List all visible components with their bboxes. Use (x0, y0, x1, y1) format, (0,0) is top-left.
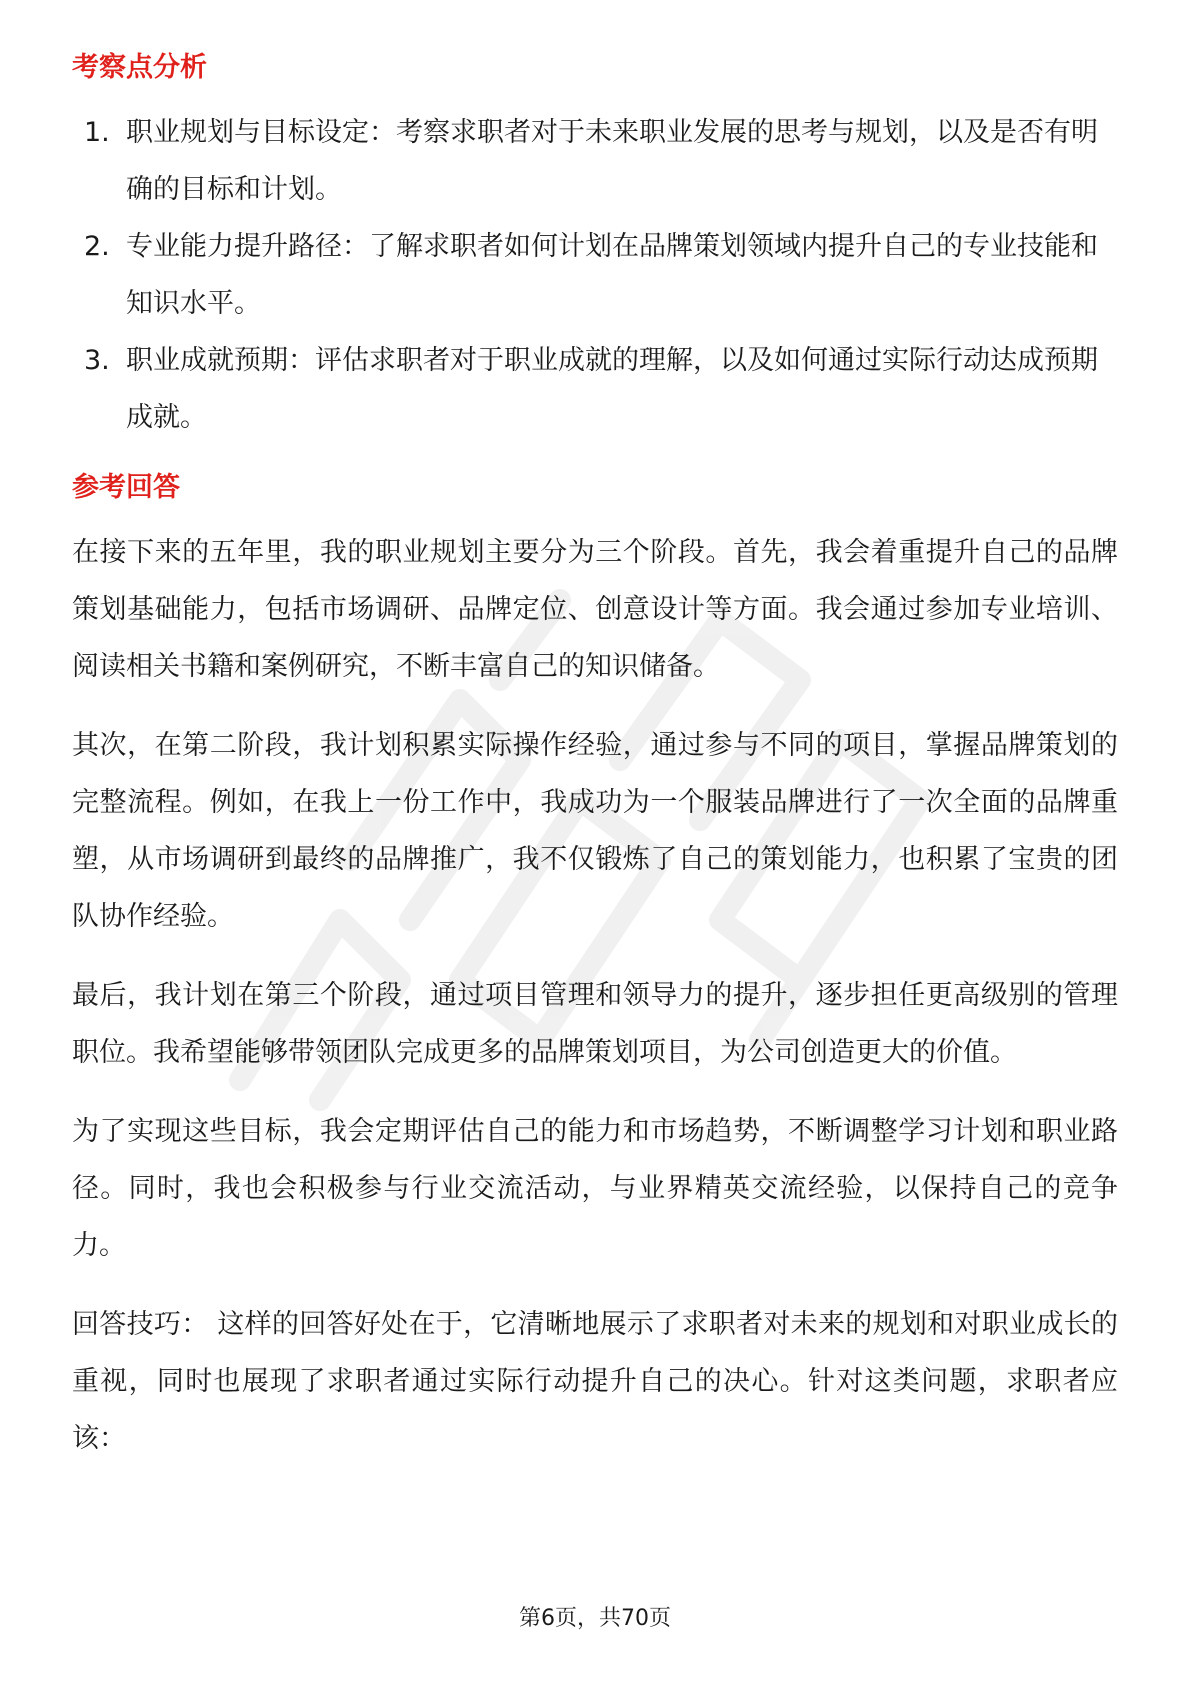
list-item-text: 职业规划与目标设定：考察求职者对于未来职业发展的思考与规划，以及是否有明确的目标和计划。 (126, 117, 1098, 205)
list-item (72, 218, 1118, 332)
list-item-text: 职业成就预期：评估求职者对于职业成就的理解，以及如何通过实际行动达成预期成就。 (126, 345, 1098, 433)
answer-tips-paragraph: 回答技巧： 这样的回答好处在于，它清晰地展示了求职者对未来的规划和对职业成长的重视，同时也展现了求职者通过实际行动提升自己的决心。针对这类问题，求职者应该： (72, 1309, 1118, 1454)
answer-paragraph: 在接下来的五年里，我的职业规划主要分为三个阶段。首先，我会着重提升自己的品牌策划基础能力，包括市场调研、品牌定位、创意设计等方面。我会通过参加专业培训、阅读相关书籍和案例研究，不断丰富自己的知识储备。 (72, 537, 1118, 682)
list-item-number: 3. (84, 345, 110, 376)
list-item-number: 2. (84, 231, 110, 262)
section-title-reference-answer: 参考回答 (72, 472, 180, 503)
section-title-analysis: 考察点分析 (72, 52, 207, 83)
list-item (72, 104, 1118, 218)
answer-paragraph: 其次，在第二阶段，我计划积累实际操作经验，通过参与不同的项目，掌握品牌策划的完整流程。例如，在我上一份工作中，我成功为一个服装品牌进行了一次全面的品牌重塑，从市场调研到最终的品牌推广，我不仅锻炼了自己的策划能力，也积累了宝贵的团队协作经验。 (72, 730, 1118, 932)
page-number: 第6页，共70页 (519, 1606, 671, 1631)
answer-paragraph: 最后，我计划在第三个阶段，通过项目管理和领导力的提升，逐步担任更高级别的管理职位。我希望能够带领团队完成更多的品牌策划项目，为公司创造更大的价值。 (72, 980, 1118, 1068)
answer-paragraph: 为了实现这些目标，我会定期评估自己的能力和市场趋势，不断调整学习计划和职业路径。同时，我也会积极参与行业交流活动，与业界精英交流经验，以保持自己的竞争力。 (72, 1116, 1118, 1261)
list-item-number: 1. (84, 117, 110, 148)
content-area (72, 48, 1118, 1467)
analysis-list (72, 104, 1118, 446)
list-item (72, 332, 1118, 446)
list-item-text: 专业能力提升路径：了解求职者如何计划在品牌策划领域内提升自己的专业技能和知识水平。 (126, 231, 1098, 319)
